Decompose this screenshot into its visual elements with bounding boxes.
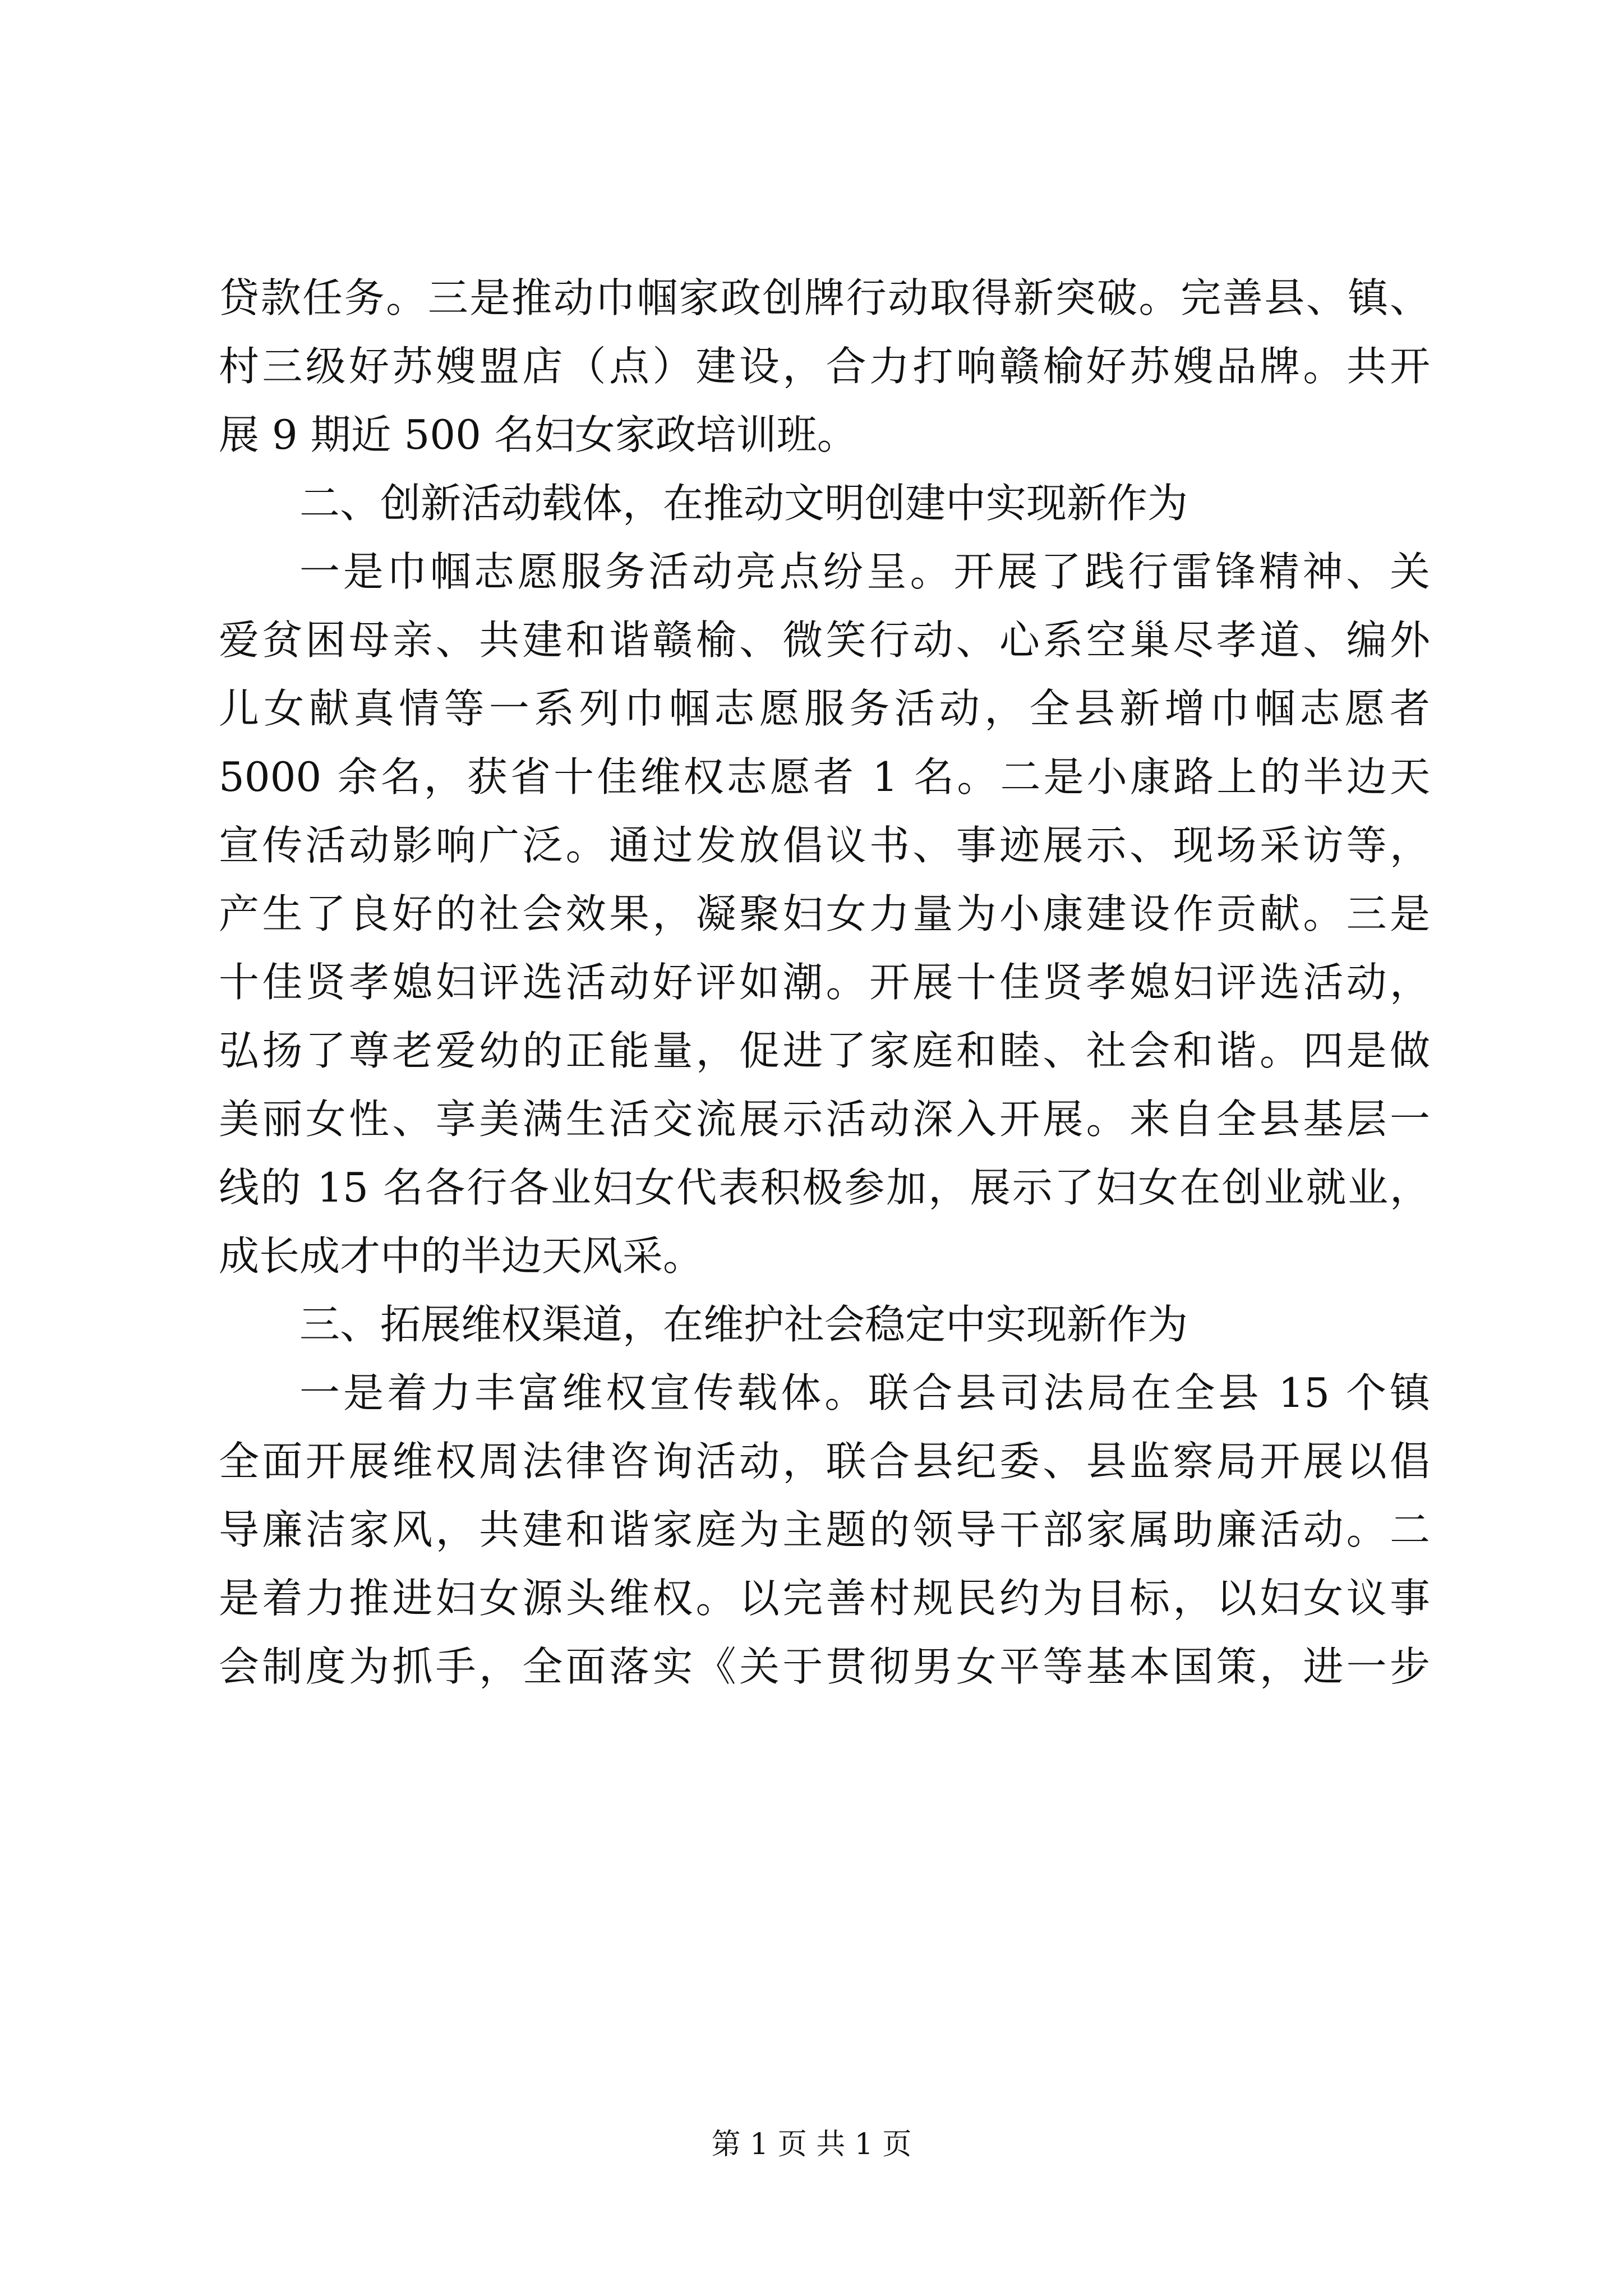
text-line: 贷款任务。三是推动巾帼家政创牌行动取得新突破。完善县、镇、 (219, 274, 1430, 321)
text-line: 成长成才中的半边天风采。 (219, 1232, 704, 1280)
text-line: 会制度为抓手，全面落实《关于贯彻男女平等基本国策，进一步 (219, 1643, 1430, 1690)
section-heading: 二、创新活动载体，在推动文明创建中实现新作为 (299, 480, 1188, 527)
text-line: 展 9 期近 500 名妇女家政培训班。 (219, 411, 857, 458)
page-footer: 第 1 页 共 1 页 (711, 2128, 912, 2161)
text-line: 儿女献真情等一系列巾帼志愿服务活动，全县新增巾帼志愿者 (219, 685, 1430, 732)
text-line: 线的 15 名各行各业妇女代表积极参加，展示了妇女在创业就业， (219, 1164, 1430, 1211)
text-line: 村三级好苏嫂盟店（点）建设，合力打响赣榆好苏嫂品牌。共开 (219, 343, 1430, 390)
text-line: 全面开展维权周法律咨询活动，联合县纪委、县监察局开展以倡 (219, 1438, 1430, 1485)
text-line: 美丽女性、享美满生活交流展示活动深入开展。来自全县基层一 (219, 1096, 1430, 1143)
text-line: 一是巾帼志愿服务活动亮点纷呈。开展了践行雷锋精神、关 (299, 548, 1430, 595)
text-line: 爱贫困母亲、共建和谐赣榆、微笑行动、心系空巢尽孝道、编外 (219, 616, 1430, 664)
text-line: 一是着力丰富维权宣传载体。联合县司法局在全县 15 个镇 (299, 1369, 1430, 1416)
text-line: 导廉洁家风，共建和谐家庭为主题的领导干部家属助廉活动。二 (219, 1506, 1430, 1553)
section-heading: 三、拓展维权渠道，在维护社会稳定中实现新作为 (299, 1301, 1188, 1348)
text-line: 弘扬了尊老爱幼的正能量，促进了家庭和睦、社会和谐。四是做 (219, 1027, 1430, 1074)
text-line: 5000 余名，获省十佳维权志愿者 1 名。二是小康路上的半边天 (219, 753, 1430, 800)
text-line: 是着力推进妇女源头维权。以完善村规民约为目标，以妇女议事 (219, 1575, 1430, 1622)
text-line: 十佳贤孝媳妇评选活动好评如潮。开展十佳贤孝媳妇评选活动， (219, 959, 1430, 1006)
text-line: 产生了良好的社会效果，凝聚妇女力量为小康建设作贡献。三是 (219, 890, 1430, 937)
text-line: 宣传活动影响广泛。通过发放倡议书、事迹展示、现场采访等， (219, 822, 1430, 869)
document-body (219, 264, 1430, 1701)
